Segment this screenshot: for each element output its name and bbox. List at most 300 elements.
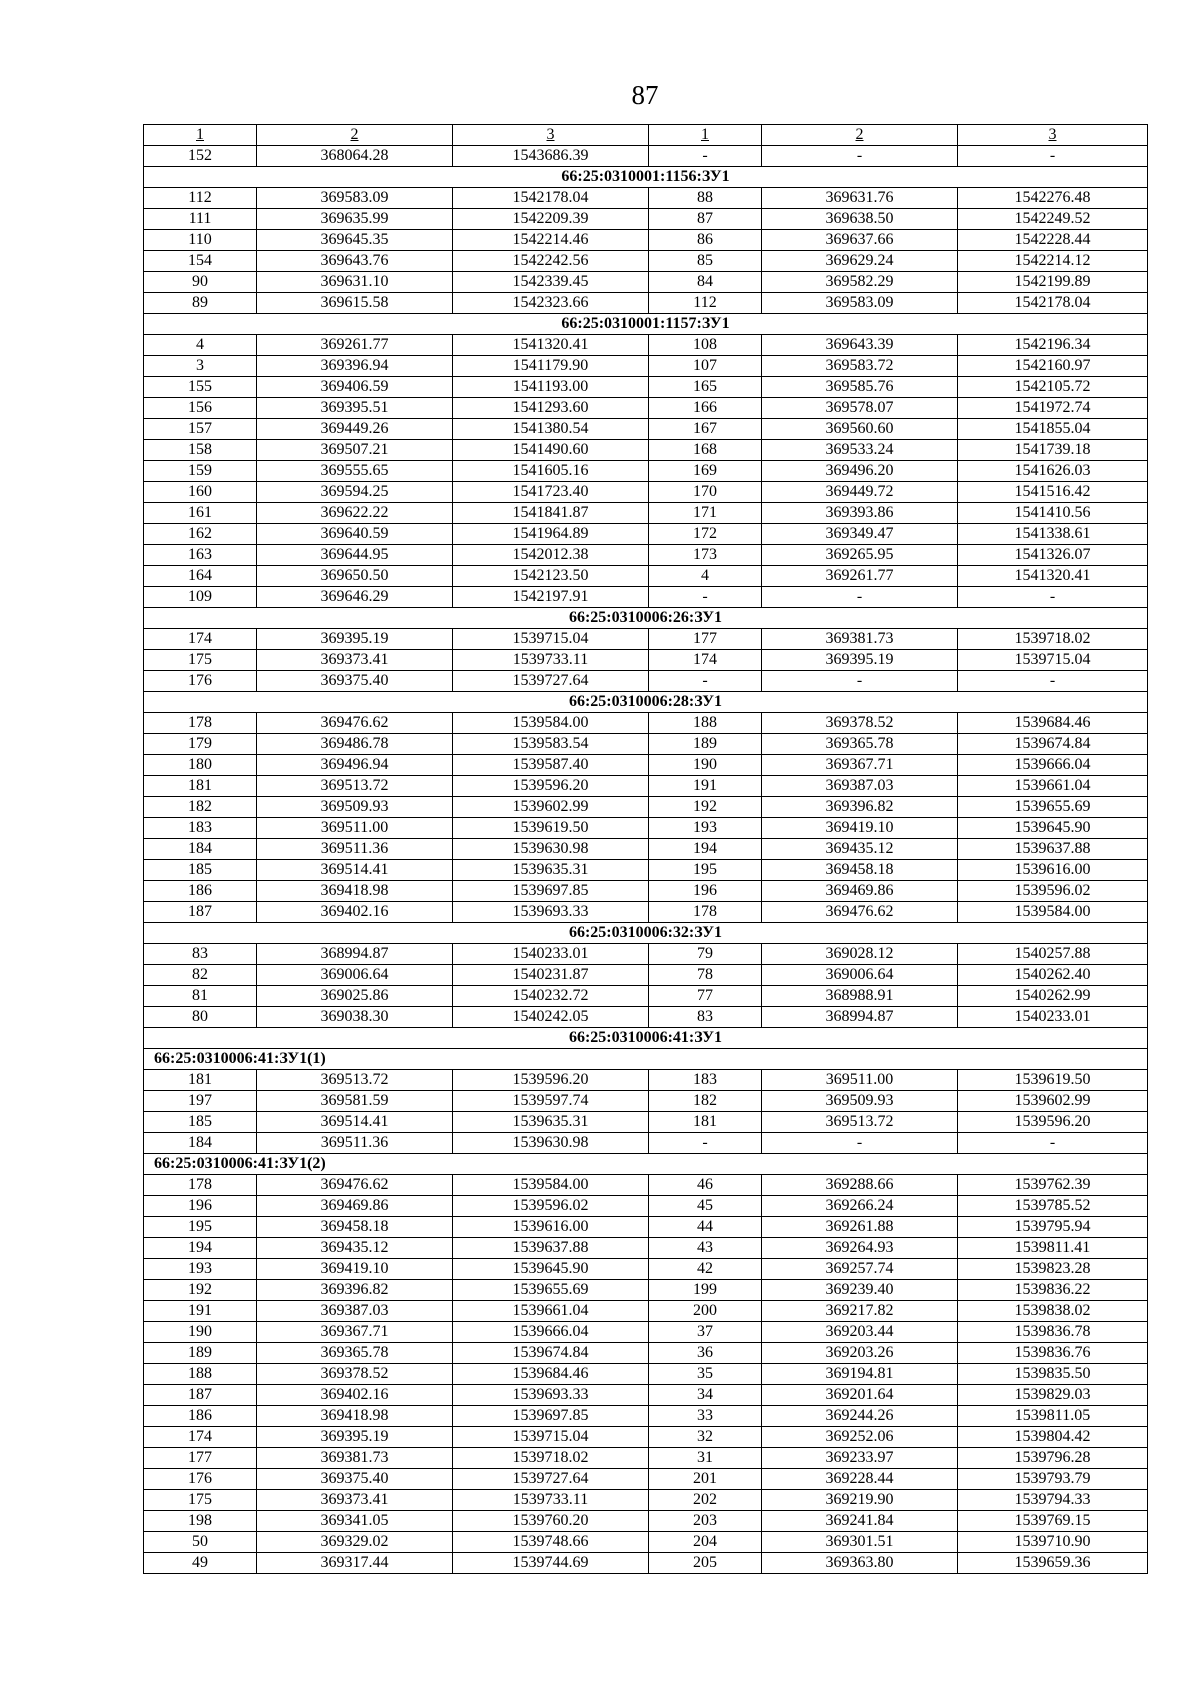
page-number: 87: [631, 80, 659, 110]
y-coordinate-cell: 1539785.52: [958, 1196, 1148, 1217]
y-coordinate-cell: 1539769.15: [958, 1511, 1148, 1532]
point-number-cell: 169: [649, 461, 762, 482]
x-coordinate-cell: 369244.26: [762, 1406, 958, 1427]
y-coordinate-cell: 1540242.05: [453, 1007, 649, 1028]
section-header-row: [144, 167, 1148, 188]
x-coordinate-cell: 369367.71: [762, 755, 958, 776]
table-row: [144, 461, 1148, 482]
y-coordinate-cell: 1539645.90: [958, 818, 1148, 839]
point-number-cell: 205: [649, 1553, 762, 1574]
x-coordinate-cell: 369395.19: [257, 1427, 453, 1448]
table-row: [144, 1364, 1148, 1385]
y-coordinate-cell: 1542105.72: [958, 377, 1148, 398]
y-coordinate-cell: 1539804.42: [958, 1427, 1148, 1448]
y-coordinate-cell: 1539836.22: [958, 1280, 1148, 1301]
point-number-cell: 174: [649, 650, 762, 671]
y-coordinate-cell: 1539661.04: [453, 1301, 649, 1322]
table-row: [144, 1322, 1148, 1343]
x-coordinate-cell: 369513.72: [257, 776, 453, 797]
point-number-cell: 78: [649, 965, 762, 986]
point-number-cell: 43: [649, 1238, 762, 1259]
table-row: [144, 356, 1148, 377]
x-coordinate-cell: 369025.86: [257, 986, 453, 1007]
y-coordinate-cell: 1542214.12: [958, 251, 1148, 272]
x-coordinate-cell: 369381.73: [762, 629, 958, 650]
y-coordinate-cell: 1541320.41: [958, 566, 1148, 587]
point-number-cell: 178: [649, 902, 762, 923]
y-coordinate-cell: 1541855.04: [958, 419, 1148, 440]
table-row: [144, 881, 1148, 902]
x-coordinate-cell: 369341.05: [257, 1511, 453, 1532]
y-coordinate-cell: 1539710.90: [958, 1532, 1148, 1553]
x-coordinate-cell: 369533.24: [762, 440, 958, 461]
y-coordinate-cell: 1539635.31: [453, 1112, 649, 1133]
point-number-cell: 164: [144, 566, 257, 587]
x-coordinate-cell: 369578.07: [762, 398, 958, 419]
x-coordinate-cell: 369375.40: [257, 1469, 453, 1490]
point-number-cell: 45: [649, 1196, 762, 1217]
y-coordinate-cell: 1541380.54: [453, 419, 649, 440]
y-coordinate-cell: 1539619.50: [958, 1070, 1148, 1091]
x-coordinate-cell: 369418.98: [257, 1406, 453, 1427]
y-coordinate-cell: 1539715.04: [453, 1427, 649, 1448]
y-coordinate-cell: 1539684.46: [958, 713, 1148, 734]
point-number-cell: 163: [144, 545, 257, 566]
column-header: 1: [144, 125, 257, 146]
y-coordinate-cell: 1539674.84: [453, 1343, 649, 1364]
x-coordinate-cell: 369378.52: [257, 1364, 453, 1385]
point-number-cell: 186: [144, 1406, 257, 1427]
y-coordinate-cell: 1539630.98: [453, 1133, 649, 1154]
point-number-cell: 159: [144, 461, 257, 482]
y-coordinate-cell: 1539718.02: [958, 629, 1148, 650]
table-row: [144, 1553, 1148, 1574]
y-coordinate-cell: 1542199.89: [958, 272, 1148, 293]
y-coordinate-cell: 1541293.60: [453, 398, 649, 419]
y-coordinate-cell: 1539744.69: [453, 1553, 649, 1574]
table-row: [144, 251, 1148, 272]
y-coordinate-cell: 1539584.00: [958, 902, 1148, 923]
x-coordinate-cell: 369511.36: [257, 839, 453, 860]
y-coordinate-cell: 1539727.64: [453, 1469, 649, 1490]
x-coordinate-cell: 369513.72: [257, 1070, 453, 1091]
x-coordinate-cell: 369028.12: [762, 944, 958, 965]
point-number-cell: 4: [144, 335, 257, 356]
y-coordinate-cell: 1539793.79: [958, 1469, 1148, 1490]
x-coordinate-cell: 369363.80: [762, 1553, 958, 1574]
x-coordinate-cell: 369241.84: [762, 1511, 958, 1532]
point-number-cell: 34: [649, 1385, 762, 1406]
x-coordinate-cell: 369449.26: [257, 419, 453, 440]
table-row: [144, 797, 1148, 818]
parcel-label: 66:25:0310006:41:ЗУ1: [144, 1028, 1148, 1049]
x-coordinate-cell: 369396.82: [257, 1280, 453, 1301]
point-number-cell: 176: [144, 671, 257, 692]
point-number-cell: 183: [144, 818, 257, 839]
point-number-cell: 197: [144, 1091, 257, 1112]
x-coordinate-cell: 369329.02: [257, 1532, 453, 1553]
point-number-cell: 188: [144, 1364, 257, 1385]
x-coordinate-cell: 369365.78: [257, 1343, 453, 1364]
point-number-cell: 89: [144, 293, 257, 314]
x-coordinate-cell: 369514.41: [257, 860, 453, 881]
point-number-cell: 171: [649, 503, 762, 524]
x-coordinate-cell: 369514.41: [257, 1112, 453, 1133]
table-row: [144, 293, 1148, 314]
point-number-cell: 167: [649, 419, 762, 440]
x-coordinate-cell: 369631.10: [257, 272, 453, 293]
point-number-cell: 152: [144, 146, 257, 167]
section-header-row: [144, 923, 1148, 944]
y-coordinate-cell: 1539835.50: [958, 1364, 1148, 1385]
point-number-cell: 157: [144, 419, 257, 440]
x-coordinate-cell: 369458.18: [762, 860, 958, 881]
x-coordinate-cell: 369509.93: [762, 1091, 958, 1112]
x-coordinate-cell: 369629.24: [762, 251, 958, 272]
x-coordinate-cell: 369650.50: [257, 566, 453, 587]
point-number-cell: 199: [649, 1280, 762, 1301]
y-coordinate-cell: 1539619.50: [453, 818, 649, 839]
table-row: [144, 524, 1148, 545]
section-header-row: [144, 1049, 1148, 1070]
y-coordinate-cell: 1539616.00: [453, 1217, 649, 1238]
x-coordinate-cell: 369496.20: [762, 461, 958, 482]
point-number-cell: 87: [649, 209, 762, 230]
point-number-cell: 170: [649, 482, 762, 503]
table-row: [144, 734, 1148, 755]
table-row: [144, 566, 1148, 587]
x-coordinate-cell: 369458.18: [257, 1217, 453, 1238]
point-number-cell: 193: [649, 818, 762, 839]
x-coordinate-cell: 369643.76: [257, 251, 453, 272]
point-number-cell: 177: [649, 629, 762, 650]
y-coordinate-cell: 1542214.46: [453, 230, 649, 251]
column-header: 2: [762, 125, 958, 146]
point-number-cell: 184: [144, 1133, 257, 1154]
y-coordinate-cell: 1540232.72: [453, 986, 649, 1007]
x-coordinate-cell: 369396.82: [762, 797, 958, 818]
table-row: [144, 1133, 1148, 1154]
x-coordinate-cell: 369644.95: [257, 545, 453, 566]
x-coordinate-cell: 369395.19: [257, 629, 453, 650]
point-number-cell: 172: [649, 524, 762, 545]
y-coordinate-cell: 1539748.66: [453, 1532, 649, 1553]
point-number-cell: 177: [144, 1448, 257, 1469]
y-coordinate-cell: 1540231.87: [453, 965, 649, 986]
table-row: [144, 1070, 1148, 1091]
x-coordinate-cell: -: [762, 671, 958, 692]
x-coordinate-cell: 369435.12: [762, 839, 958, 860]
table-row: [144, 545, 1148, 566]
y-coordinate-cell: 1541605.16: [453, 461, 649, 482]
x-coordinate-cell: -: [762, 146, 958, 167]
point-number-cell: 204: [649, 1532, 762, 1553]
y-coordinate-cell: 1542160.97: [958, 356, 1148, 377]
point-number-cell: 181: [144, 776, 257, 797]
y-coordinate-cell: 1539760.20: [453, 1511, 649, 1532]
y-coordinate-cell: 1539718.02: [453, 1448, 649, 1469]
point-number-cell: 194: [144, 1238, 257, 1259]
point-number-cell: 31: [649, 1448, 762, 1469]
point-number-cell: 108: [649, 335, 762, 356]
point-number-cell: 174: [144, 629, 257, 650]
point-number-cell: 181: [144, 1070, 257, 1091]
point-number-cell: 175: [144, 1490, 257, 1511]
y-coordinate-cell: 1541626.03: [958, 461, 1148, 482]
point-number-cell: 110: [144, 230, 257, 251]
x-coordinate-cell: 369393.86: [762, 503, 958, 524]
x-coordinate-cell: 369381.73: [257, 1448, 453, 1469]
y-coordinate-cell: 1539596.02: [453, 1196, 649, 1217]
point-number-cell: 33: [649, 1406, 762, 1427]
y-coordinate-cell: 1539655.69: [958, 797, 1148, 818]
y-coordinate-cell: 1541193.00: [453, 377, 649, 398]
x-coordinate-cell: 369301.51: [762, 1532, 958, 1553]
x-coordinate-cell: 369622.22: [257, 503, 453, 524]
y-coordinate-cell: 1541320.41: [453, 335, 649, 356]
table-row: [144, 986, 1148, 1007]
point-number-cell: 3: [144, 356, 257, 377]
table-row: [144, 944, 1148, 965]
point-number-cell: 44: [649, 1217, 762, 1238]
point-number-cell: 196: [144, 1196, 257, 1217]
x-coordinate-cell: 369419.10: [257, 1259, 453, 1280]
x-coordinate-cell: 369469.86: [257, 1196, 453, 1217]
x-coordinate-cell: 368994.87: [762, 1007, 958, 1028]
table-row: [144, 1238, 1148, 1259]
y-coordinate-cell: 1539838.02: [958, 1301, 1148, 1322]
y-coordinate-cell: 1540262.40: [958, 965, 1148, 986]
y-coordinate-cell: 1539584.00: [453, 713, 649, 734]
y-coordinate-cell: 1539836.76: [958, 1343, 1148, 1364]
point-number-cell: 86: [649, 230, 762, 251]
y-coordinate-cell: 1542339.45: [453, 272, 649, 293]
coordinates-table: [143, 124, 1148, 1574]
table-row: [144, 965, 1148, 986]
point-number-cell: 181: [649, 1112, 762, 1133]
x-coordinate-cell: 369507.21: [257, 440, 453, 461]
y-coordinate-cell: 1539637.88: [453, 1238, 649, 1259]
point-number-cell: -: [649, 1133, 762, 1154]
y-coordinate-cell: 1539661.04: [958, 776, 1148, 797]
x-coordinate-cell: 369486.78: [257, 734, 453, 755]
x-coordinate-cell: 369257.74: [762, 1259, 958, 1280]
x-coordinate-cell: -: [762, 1133, 958, 1154]
x-coordinate-cell: 369560.60: [762, 419, 958, 440]
point-number-cell: 191: [144, 1301, 257, 1322]
x-coordinate-cell: 369264.93: [762, 1238, 958, 1259]
table-row: [144, 1196, 1148, 1217]
y-coordinate-cell: 1543686.39: [453, 146, 649, 167]
x-coordinate-cell: 369261.77: [762, 566, 958, 587]
point-number-cell: 85: [649, 251, 762, 272]
x-coordinate-cell: 369228.44: [762, 1469, 958, 1490]
point-number-cell: 166: [649, 398, 762, 419]
x-coordinate-cell: 369402.16: [257, 1385, 453, 1406]
section-header-row: [144, 314, 1148, 335]
x-coordinate-cell: 369582.29: [762, 272, 958, 293]
table-row: [144, 230, 1148, 251]
y-coordinate-cell: 1542323.66: [453, 293, 649, 314]
y-coordinate-cell: 1542178.04: [453, 188, 649, 209]
point-number-cell: 178: [144, 713, 257, 734]
y-coordinate-cell: -: [958, 146, 1148, 167]
table-row: [144, 1091, 1148, 1112]
point-number-cell: 185: [144, 1112, 257, 1133]
table-row: [144, 755, 1148, 776]
y-coordinate-cell: 1541338.61: [958, 524, 1148, 545]
y-coordinate-cell: 1539829.03: [958, 1385, 1148, 1406]
y-coordinate-cell: 1539583.54: [453, 734, 649, 755]
point-number-cell: 188: [649, 713, 762, 734]
point-number-cell: 83: [649, 1007, 762, 1028]
y-coordinate-cell: 1539795.94: [958, 1217, 1148, 1238]
point-number-cell: 195: [144, 1217, 257, 1238]
point-number-cell: 155: [144, 377, 257, 398]
y-coordinate-cell: -: [958, 671, 1148, 692]
table-row: [144, 776, 1148, 797]
y-coordinate-cell: 1539645.90: [453, 1259, 649, 1280]
y-coordinate-cell: 1542209.39: [453, 209, 649, 230]
table-row: [144, 818, 1148, 839]
table-row: [144, 1343, 1148, 1364]
y-coordinate-cell: 1539762.39: [958, 1175, 1148, 1196]
parcel-label: 66:25:0310001:1156:ЗУ1: [144, 167, 1148, 188]
x-coordinate-cell: 369387.03: [257, 1301, 453, 1322]
point-number-cell: 173: [649, 545, 762, 566]
x-coordinate-cell: 369585.76: [762, 377, 958, 398]
x-coordinate-cell: 369402.16: [257, 902, 453, 923]
table-row: [144, 377, 1148, 398]
table-row: [144, 1175, 1148, 1196]
y-coordinate-cell: 1539597.74: [453, 1091, 649, 1112]
x-coordinate-cell: 369006.64: [762, 965, 958, 986]
point-number-cell: 186: [144, 881, 257, 902]
parcel-label: 66:25:0310006:26:ЗУ1: [144, 608, 1148, 629]
x-coordinate-cell: 369288.66: [762, 1175, 958, 1196]
table-row: [144, 1259, 1148, 1280]
x-coordinate-cell: 369469.86: [762, 881, 958, 902]
point-number-cell: 180: [144, 755, 257, 776]
x-coordinate-cell: 369006.64: [257, 965, 453, 986]
x-coordinate-cell: 369261.88: [762, 1217, 958, 1238]
parcel-label: 66:25:0310006:32:ЗУ1: [144, 923, 1148, 944]
point-number-cell: 81: [144, 986, 257, 1007]
point-number-cell: 190: [649, 755, 762, 776]
parcel-label: 66:25:0310006:28:ЗУ1: [144, 692, 1148, 713]
x-coordinate-cell: 369615.58: [257, 293, 453, 314]
x-coordinate-cell: 368064.28: [257, 146, 453, 167]
y-coordinate-cell: 1541723.40: [453, 482, 649, 503]
x-coordinate-cell: 368994.87: [257, 944, 453, 965]
point-number-cell: 203: [649, 1511, 762, 1532]
point-number-cell: 189: [144, 1343, 257, 1364]
point-number-cell: 42: [649, 1259, 762, 1280]
table-row: [144, 482, 1148, 503]
point-number-cell: 4: [649, 566, 762, 587]
table-row: [144, 1385, 1148, 1406]
point-number-cell: 174: [144, 1427, 257, 1448]
table-row: [144, 419, 1148, 440]
y-coordinate-cell: 1539616.00: [958, 860, 1148, 881]
point-number-cell: 182: [144, 797, 257, 818]
y-coordinate-cell: 1542228.44: [958, 230, 1148, 251]
section-header-row: [144, 1028, 1148, 1049]
x-coordinate-cell: 369217.82: [762, 1301, 958, 1322]
x-coordinate-cell: 369375.40: [257, 671, 453, 692]
x-coordinate-cell: 369396.94: [257, 356, 453, 377]
x-coordinate-cell: 369203.44: [762, 1322, 958, 1343]
x-coordinate-cell: 369581.59: [257, 1091, 453, 1112]
point-number-cell: 161: [144, 503, 257, 524]
point-number-cell: 192: [144, 1280, 257, 1301]
y-coordinate-cell: 1541964.89: [453, 524, 649, 545]
y-coordinate-cell: 1539584.00: [453, 1175, 649, 1196]
x-coordinate-cell: 369373.41: [257, 650, 453, 671]
y-coordinate-cell: 1540233.01: [453, 944, 649, 965]
point-number-cell: 37: [649, 1322, 762, 1343]
y-coordinate-cell: 1540262.99: [958, 986, 1148, 1007]
point-number-cell: 183: [649, 1070, 762, 1091]
point-number-cell: 83: [144, 944, 257, 965]
x-coordinate-cell: 369203.26: [762, 1343, 958, 1364]
column-header: 3: [453, 125, 649, 146]
x-coordinate-cell: 369233.97: [762, 1448, 958, 1469]
y-coordinate-cell: 1541326.07: [958, 545, 1148, 566]
table-row: [144, 272, 1148, 293]
table-row: [144, 902, 1148, 923]
y-coordinate-cell: 1539587.40: [453, 755, 649, 776]
x-coordinate-cell: 369583.72: [762, 356, 958, 377]
y-coordinate-cell: 1542242.56: [453, 251, 649, 272]
y-coordinate-cell: 1539596.20: [453, 776, 649, 797]
y-coordinate-cell: 1542276.48: [958, 188, 1148, 209]
x-coordinate-cell: 369583.09: [762, 293, 958, 314]
x-coordinate-cell: 369239.40: [762, 1280, 958, 1301]
y-coordinate-cell: 1542249.52: [958, 209, 1148, 230]
table-row: [144, 146, 1148, 167]
parcel-label: 66:25:0310006:41:ЗУ1(1): [144, 1049, 1148, 1070]
y-coordinate-cell: 1539674.84: [958, 734, 1148, 755]
y-coordinate-cell: 1541490.60: [453, 440, 649, 461]
table-row: [144, 503, 1148, 524]
table-row: [144, 209, 1148, 230]
y-coordinate-cell: -: [958, 587, 1148, 608]
y-coordinate-cell: 1539715.04: [958, 650, 1148, 671]
y-coordinate-cell: 1539697.85: [453, 881, 649, 902]
column-header: 3: [958, 125, 1148, 146]
point-number-cell: 198: [144, 1511, 257, 1532]
x-coordinate-cell: 369637.66: [762, 230, 958, 251]
section-header-row: [144, 692, 1148, 713]
table-row: [144, 1490, 1148, 1511]
table-row: [144, 671, 1148, 692]
point-number-cell: 179: [144, 734, 257, 755]
x-coordinate-cell: 369435.12: [257, 1238, 453, 1259]
point-number-cell: 175: [144, 650, 257, 671]
point-number-cell: 36: [649, 1343, 762, 1364]
table-row: [144, 335, 1148, 356]
table-row: [144, 1112, 1148, 1133]
point-number-cell: 82: [144, 965, 257, 986]
x-coordinate-cell: 369418.98: [257, 881, 453, 902]
point-number-cell: 109: [144, 587, 257, 608]
table-row: [144, 629, 1148, 650]
x-coordinate-cell: 369513.72: [762, 1112, 958, 1133]
table-row: [144, 440, 1148, 461]
point-number-cell: 192: [649, 797, 762, 818]
x-coordinate-cell: 369643.39: [762, 335, 958, 356]
